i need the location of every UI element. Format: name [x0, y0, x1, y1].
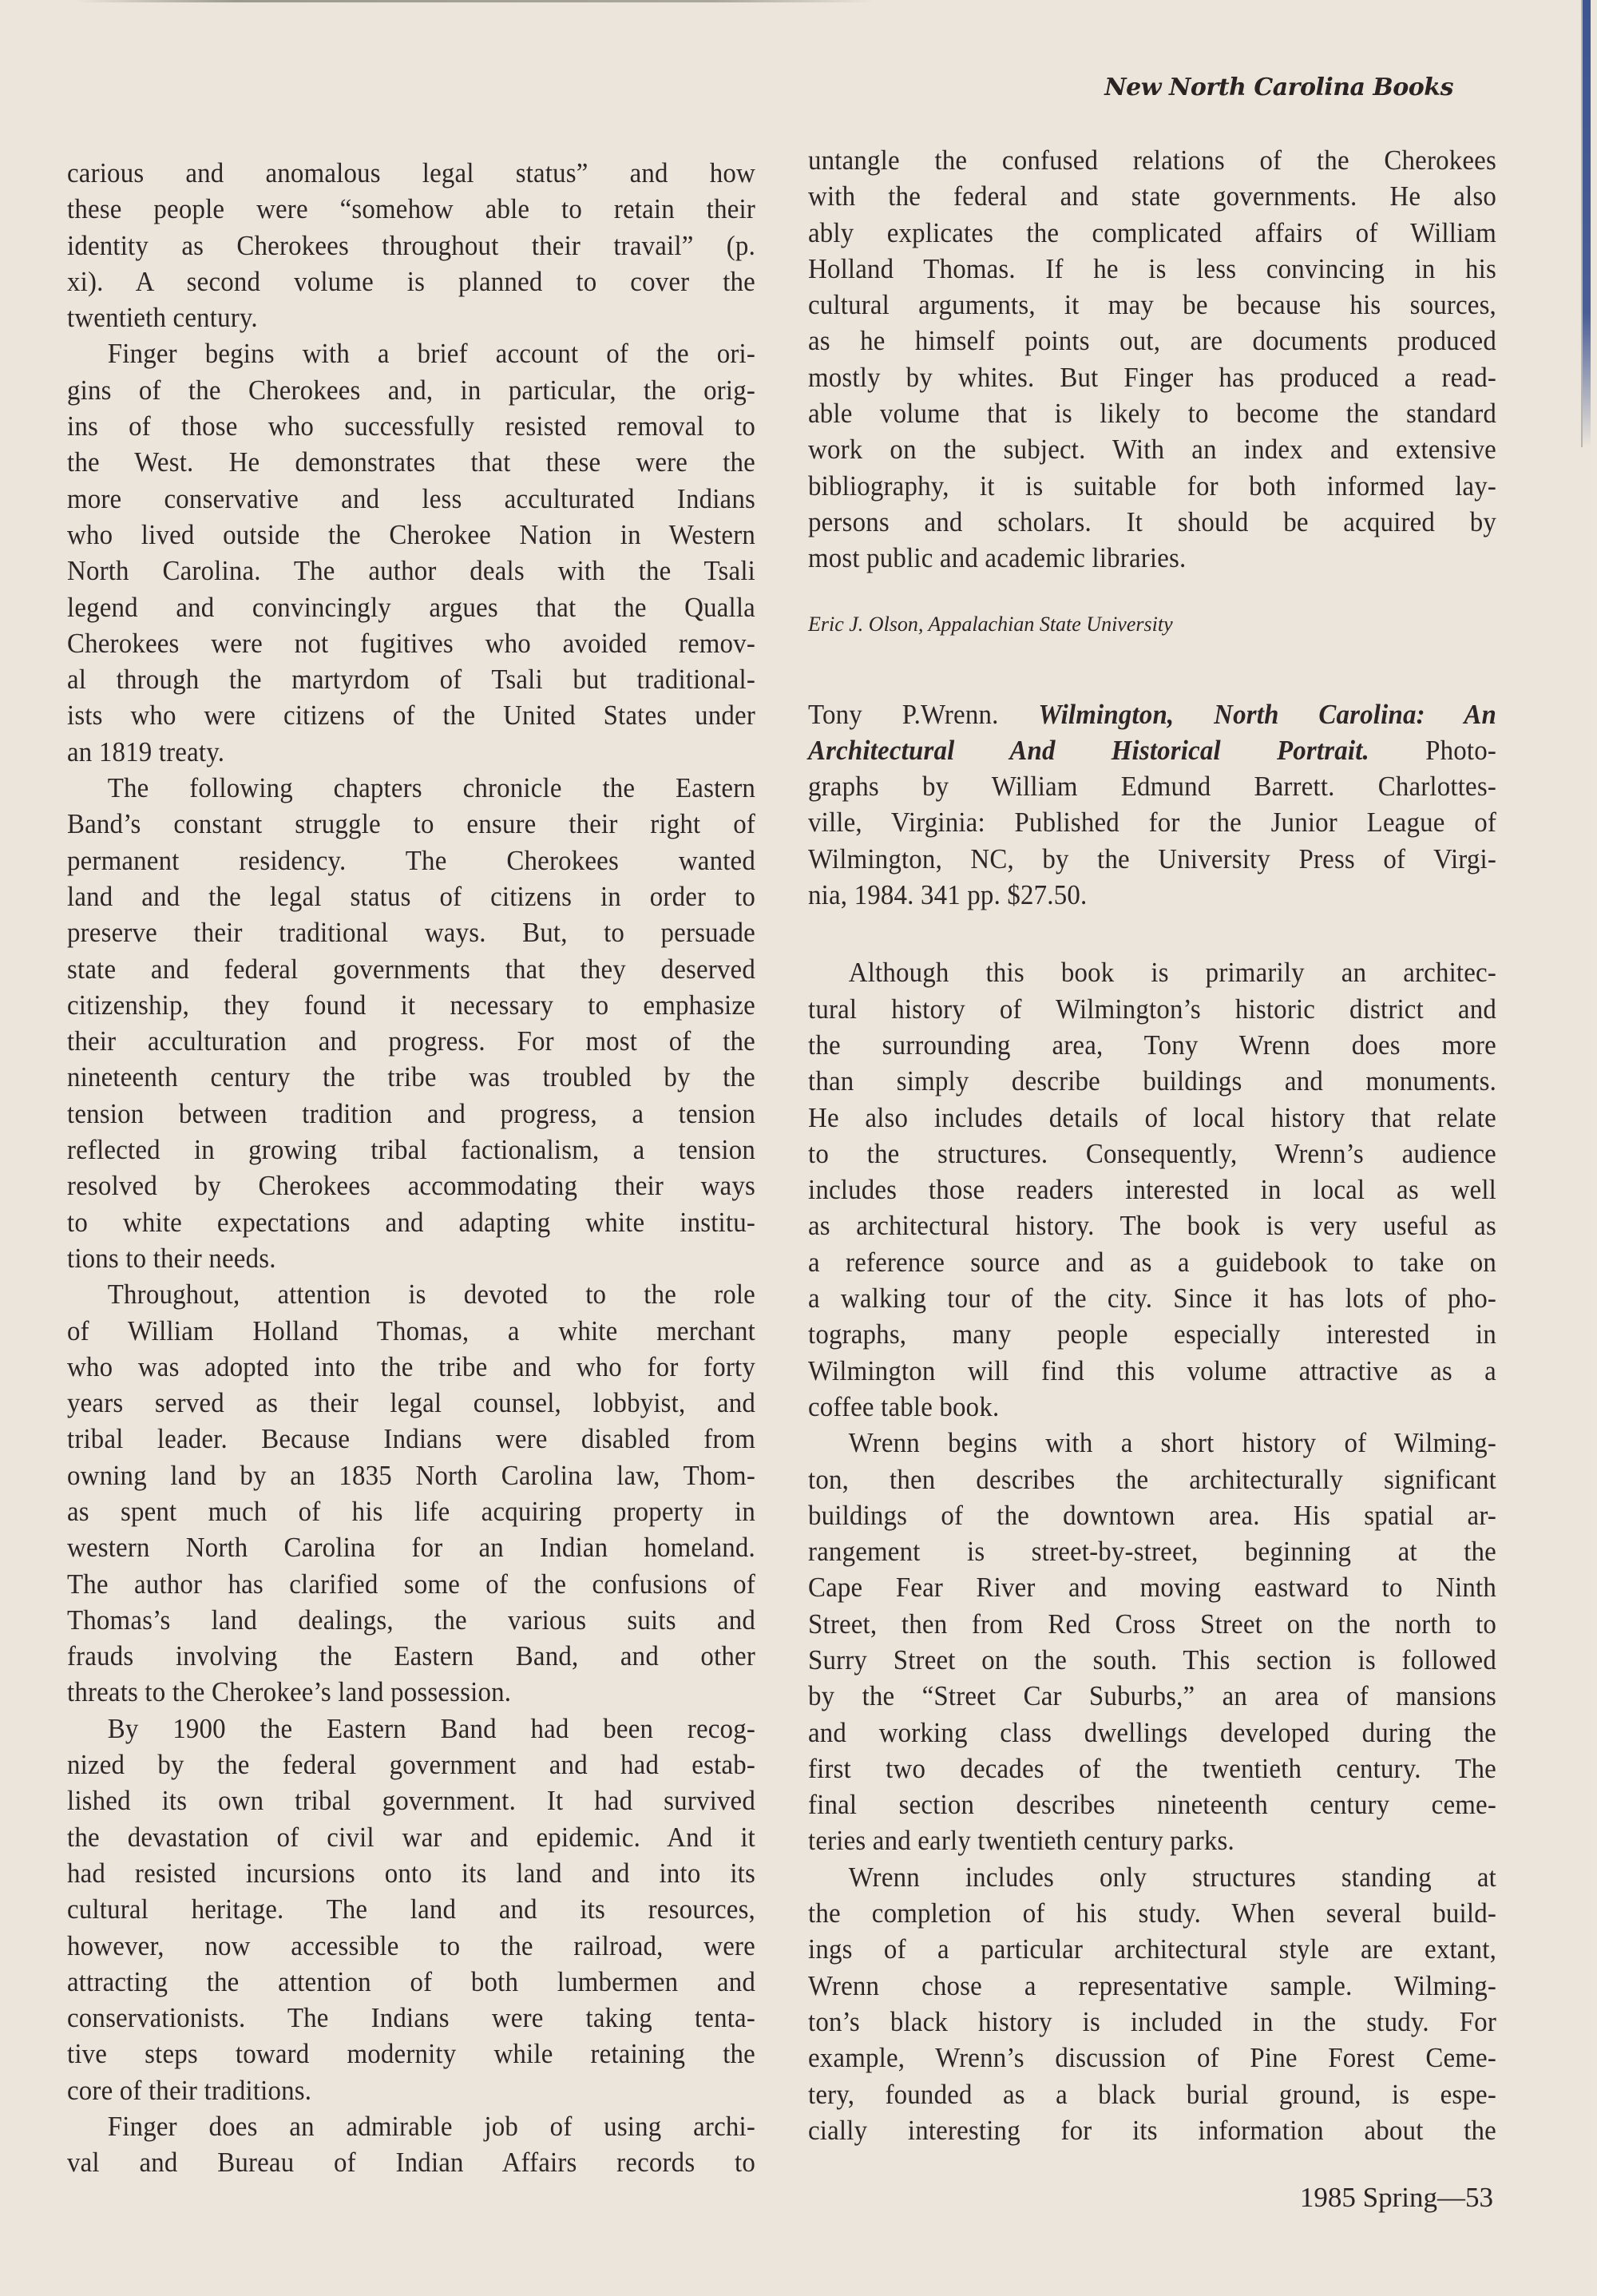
text-line: had resisted incursions onto its land and into its	[67, 1857, 755, 1889]
text-line: val and Bureau of Indian Affairs records to	[67, 2147, 755, 2179]
text-line: the completion of his study. When several build-	[808, 1897, 1496, 1929]
text-line: Holland Thomas. If he is less convincing in his	[808, 252, 1496, 284]
text-line: with the federal and state governments. He also	[808, 180, 1496, 212]
text-line: most public and academic libraries.	[808, 542, 1187, 574]
text-line: of William Holland Thomas, a white merchant	[67, 1315, 755, 1346]
text-line: than simply describe buildings and monuments.	[808, 1065, 1496, 1097]
text-line: rangement is street-by-street, beginning at the	[808, 1536, 1496, 1568]
text-line: Although this book is primarily an architec-	[848, 957, 1496, 989]
book-citation	[808, 696, 1496, 914]
text-line: cultural heritage. The land and its resources,	[67, 1894, 755, 1925]
text-line: the devastation of civil war and epidemic. And it	[67, 1821, 755, 1853]
text-line: land and the legal status of citizens in order to	[67, 880, 755, 912]
text-line: the West. He demonstrates that these were the	[67, 446, 755, 478]
text-line: Cherokees were not fugitives who avoided remov-	[67, 627, 755, 659]
text-line: core of their traditions.	[67, 2074, 312, 2106]
paragraph	[67, 2108, 755, 2181]
text-line: a reference source and as a guidebook to take on	[808, 1246, 1496, 1278]
text-line: nized by the federal government and had estab-	[67, 1749, 755, 1781]
text-line: nia, 1984. 341 pp. $27.50.	[808, 879, 1088, 911]
paragraph	[808, 1859, 1496, 2148]
text-line: tural history of Wilmington’s historic district and	[808, 993, 1496, 1025]
text-line: graphs by William Edmund Barrett. Charlottes-	[808, 771, 1496, 803]
text-line: gins of the Cherokees and, in particular, the orig-	[67, 374, 755, 406]
text-line: identity as Cherokees throughout their travail” (p.	[67, 229, 755, 261]
text-line: as architectural history. The book is very useful as	[808, 1210, 1496, 1242]
text-line: state and federal governments that they deserved	[67, 953, 755, 985]
text-line: resolved by Cherokees accommodating their ways	[67, 1170, 755, 1202]
review-conclusion	[808, 142, 1496, 577]
text-line: He also includes details of local history that relate	[808, 1101, 1496, 1133]
text-line: ville, Virginia: Published for the Junior League of	[808, 807, 1496, 839]
left-column	[67, 155, 755, 2181]
right-column	[808, 142, 1496, 2148]
text-line: who was adopted into the tribe and who for forty	[67, 1350, 755, 1382]
text-line: tographs, many people especially interested in	[808, 1319, 1496, 1350]
text-line: years served as their legal counsel, lobbyist, and	[67, 1387, 755, 1419]
text-line: as he himself points out, are documents produced	[808, 325, 1496, 357]
text-line: Wrenn includes only structures standing at	[848, 1861, 1496, 1893]
text-line: carious and anomalous legal status” and how	[67, 157, 755, 188]
text-line: work on the subject. With an index and extensive	[808, 434, 1496, 466]
text-line: attracting the attention of both lumbermen and	[67, 1965, 755, 1997]
text-line: frauds involving the Eastern Band, and other	[67, 1640, 755, 1672]
text-line: these people were “somehow able to retain their	[67, 193, 755, 225]
text-line: North Carolina. The author deals with the Tsali	[67, 555, 755, 587]
text-line: permanent residency. The Cherokees wanted	[67, 844, 755, 876]
text-line: by the “Street Car Suburbs,” an area of mansions	[808, 1680, 1496, 1712]
text-line: twentieth century.	[67, 302, 258, 334]
text-line: to white expectations and adapting white institu-	[67, 1206, 755, 1238]
text-line: their acculturation and progress. For most of the	[67, 1025, 755, 1057]
text-line: includes those readers interested in local as well	[808, 1174, 1496, 1206]
running-head: New North Carolina Books	[1104, 73, 1453, 101]
text-line: Finger begins with a brief account of the ori-	[107, 338, 755, 370]
text-line: tribal leader. Because Indians were disabled from	[67, 1423, 755, 1455]
text-line: Thomas’s land dealings, the various suits and	[67, 1604, 755, 1636]
page-folio: 1985 Spring—53	[1299, 2182, 1493, 2213]
review-body	[808, 954, 1496, 2148]
citation-line	[808, 732, 1496, 768]
text-line: conservationists. The Indians were taking tenta-	[67, 2002, 755, 2034]
text-line: legend and convincingly argues that the Qualla	[67, 591, 755, 623]
citation-line	[808, 696, 1496, 732]
text-line: By 1900 the Eastern Band had been recog-	[107, 1712, 755, 1744]
text-line: tery, founded as a black burial ground, is espe-	[808, 2078, 1496, 2110]
text-line: xi). A second volume is planned to cover the	[67, 265, 755, 297]
scan-edge-shadow	[76, 0, 874, 2]
text-line: Wilmington will find this volume attractive as a	[808, 1354, 1496, 1386]
text-line: teries and early twentieth century parks.	[808, 1825, 1234, 1857]
reviewer-byline: Eric J. Olson, Appalachian State University	[808, 612, 1173, 636]
text-line: cultural arguments, it may be because his sources,	[808, 289, 1496, 321]
text-line: coffee table book.	[808, 1390, 1000, 1422]
text-line: citizenship, they found it necessary to emphasize	[67, 989, 755, 1021]
text-line: final section describes nineteenth century ceme-	[808, 1789, 1496, 1821]
text-line: ton, then describes the architecturally significant	[808, 1463, 1496, 1495]
text-line: lished its own tribal government. It had survived	[67, 1785, 755, 1817]
text-line: western North Carolina for an Indian homeland.	[67, 1532, 755, 1564]
text-line: al through the martyrdom of Tsali but traditional-	[67, 664, 755, 696]
text-line: persons and scholars. It should be acquired by	[808, 506, 1496, 537]
text-line: nineteenth century the tribe was troubled by the	[67, 1061, 755, 1093]
text-line: reflected in growing tribal factionalism, a tension	[67, 1134, 755, 1166]
citation-title: Wilmington, North Carolina: An	[1038, 698, 1496, 730]
text-line: more conservative and less acculturated Indians	[67, 482, 755, 514]
text-line: Surry Street on the south. This section is followed	[808, 1644, 1496, 1675]
paragraph	[808, 954, 1496, 1425]
text-line: who lived outside the Cherokee Nation in Western	[67, 518, 755, 550]
text-line: however, now accessible to the railroad, were	[67, 1929, 755, 1961]
citation-title: Architectural And Historical Portrait.	[808, 734, 1369, 766]
paragraph	[67, 155, 755, 335]
text-line: and working class dwellings developed during the	[808, 1716, 1496, 1748]
text-line: buildings of the downtown area. His spatial ar-	[808, 1499, 1496, 1531]
paragraph	[808, 1425, 1496, 1859]
text-line: threats to the Cherokee’s land possession.	[67, 1676, 512, 1708]
paragraph	[67, 1711, 755, 2108]
paragraph	[67, 1276, 755, 1711]
text-line: owning land by an 1835 North Carolina law, Thom-	[67, 1459, 755, 1491]
text-line: Wrenn chose a representative sample. Wilming-	[808, 1969, 1496, 2001]
text-line: Cape Fear River and moving eastward to Ninth	[808, 1572, 1496, 1604]
text-line: preserve their traditional ways. But, to persuade	[67, 917, 755, 949]
text-line: bibliography, it is suitable for both informed lay-	[808, 470, 1496, 502]
citation-details	[808, 768, 1496, 913]
paragraph	[67, 335, 755, 770]
text-line: the surrounding area, Tony Wrenn does more	[808, 1029, 1496, 1061]
text-line: mostly by whites. But Finger has produced a read-	[808, 361, 1496, 393]
text-line: The following chapters chronicle the Eastern	[107, 772, 755, 804]
text-line: a walking tour of the city. Since it has lots of pho-	[808, 1283, 1496, 1315]
text-line: Street, then from Red Cross Street on the north to	[808, 1608, 1496, 1640]
citation-text: Photo-	[1425, 734, 1496, 766]
text-line: Wilmington, NC, by the University Press of Virgi-	[808, 843, 1496, 874]
text-line: to the structures. Consequently, Wrenn’s audience	[808, 1137, 1496, 1169]
citation-author: Tony P.Wrenn.	[808, 698, 999, 730]
text-line: tive steps toward modernity while retaining the	[67, 2038, 755, 2070]
text-line: tension between tradition and progress, a tension	[67, 1097, 755, 1129]
text-line: able volume that is likely to become the standard	[808, 398, 1496, 430]
text-line: The author has clarified some of the confusions of	[67, 1568, 755, 1600]
text-line: Wrenn begins with a short history of Wilming-	[848, 1427, 1496, 1459]
text-line: untangle the confused relations of the Cherokees	[808, 145, 1496, 176]
text-line: Finger does an admirable job of using archi-	[107, 2111, 755, 2143]
text-line: an 1819 treaty.	[67, 736, 225, 767]
text-line: Band’s constant struggle to ensure their right of	[67, 808, 755, 840]
text-line: example, Wrenn’s discussion of Pine Forest Ceme-	[808, 2042, 1496, 2074]
binding-edge	[1581, 0, 1591, 447]
text-line: ton’s black history is included in the study. For	[808, 2005, 1496, 2037]
paragraph	[67, 770, 755, 1276]
text-line: first two decades of the twentieth century. The	[808, 1752, 1496, 1784]
text-line: cially interesting for its information about the	[808, 2114, 1496, 2146]
text-line: ably explicates the complicated affairs of William	[808, 216, 1496, 248]
text-line: Throughout, attention is devoted to the role	[107, 1279, 755, 1311]
text-line: tions to their needs.	[67, 1242, 276, 1274]
text-line: ists who were citizens of the United States under	[67, 700, 755, 732]
text-line: ings of a particular architectural style are extant,	[808, 1933, 1496, 1965]
text-line: as spent much of his life acquiring property in	[67, 1495, 755, 1527]
text-line: ins of those who successfully resisted removal to	[67, 410, 755, 442]
